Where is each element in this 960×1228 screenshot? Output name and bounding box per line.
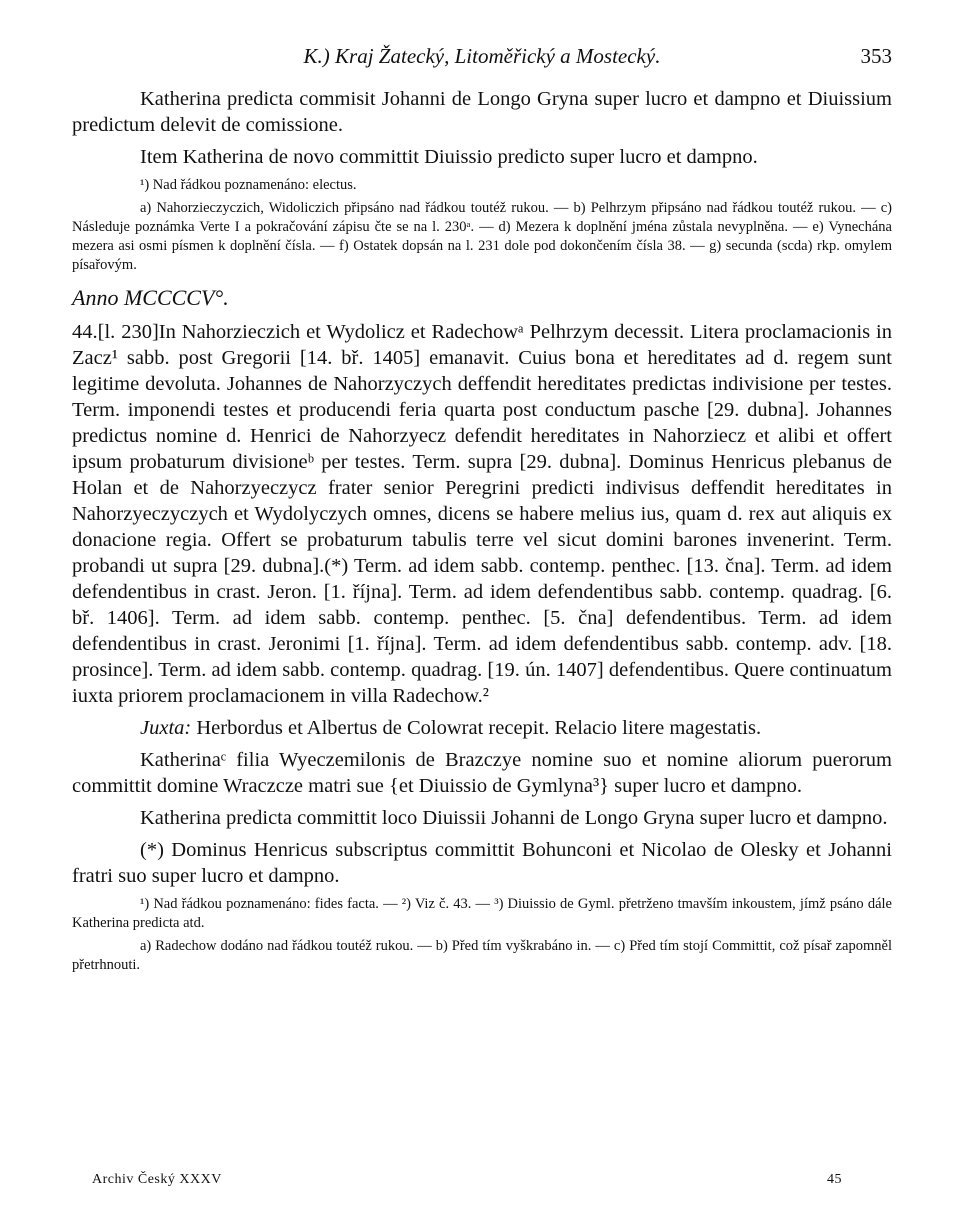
paragraph: (*) Dominus Henricus subscriptus committit Bohunconi et Nicolao de Olesky et Johanni fratri suo super lucro et dampno.	[72, 839, 892, 887]
footnote: ¹) Nad řádkou poznamenáno: fides facta. — ²) Viz č. 43. — ³) Diuissio de Gyml. přetrženo tmavším inkoustem, jímž psáno dále Katherina predicta atd.	[72, 896, 892, 931]
header-title: K.) Kraj Žatecký, Litoměřický a Mostecký.	[303, 44, 661, 68]
paragraph: Katherina predicta commisit Johanni de Longo Gryna super lucro et dampno et Diuissium predictum delevit de comissione.	[72, 88, 892, 136]
entry-number: 44.[l. 230]	[72, 321, 159, 343]
paragraph: Katherina predicta committit loco Diuissii Johanni de Longo Gryna super lucro et dampno.	[140, 807, 888, 829]
footnote: a) Nahorzieczyczich, Widoliczich připsáno nad řádkou toutéž rukou. — b) Pelhrzym připsáno nad řádkou toutéž rukou. — c) Následuje poznámka Verte I a pokračování zápisu čte se na l. 230ᵃ. — d) Mezera k doplnění jména zůstala nevyplněna. — e) Vynechána mezera asi osmi písmen k doplnění čísla. — f) Ostatek dopsán na l. 231 dole pod dokončením čísla 38. — g) secunda (scda) rkp. omylem písařovým.	[72, 200, 892, 273]
paragraph: Item Katherina de novo committit Diuissio predicto super lucro et dampno.	[140, 146, 758, 168]
footer-series: Archiv Český XXXV	[92, 1172, 222, 1187]
footnote: a) Radechow dodáno nad řádkou toutéž rukou. — b) Před tím vyškrabáno in. — c) Před tím stojí Committit, což písař zapomněl přetrhnouti.	[72, 938, 892, 973]
footer-signature: 45	[827, 1172, 842, 1187]
entry-44	[72, 319, 892, 709]
running-header	[72, 44, 892, 74]
entry-text: In Nahorzieczich et Wydolicz et Radechowᵃ Pelhrzym decessit. Litera proclamacionis in Zacz¹ sabb. post Gregorii [14. bř. 1405] emanavit. Cuius bona et hereditates ad d. regem sunt legitime devoluta. Johannes de Nahorzyczych deffendit hereditates predictas indivisione per testes. Term. imponendi testes et producendi feria quarta post conductum pasche [29. dubna]. Johannes predictus nomine d. Henrici de Nahorzyecz defendit hereditates in Nahorziecz et alibi et offert ipsum probaturum divisioneᵇ per testes. Term. supra [29. dubna]. Dominus Henricus plebanus de Holan et de Nahorzyeczycz frater senior Peregrini predicti indivisus deffendit hereditates in Nahorzyeczyczych et Wydolyczych omnes, dicens se habere melius ius, quam d. rex aut aliquis ex donacione regia. Offert se probaturum tabulis terre vel sicut domini barones invenerint. Term. probandi ut supra [29. dubna].(*) Term. ad idem sabb. contemp. penthec. [13. čna]. Term. ad idem defendentibus in crast. Jeron. [1. října]. Term. ad idem defendentibus sabb. contemp. quadrag. [6. bř. 1406]. Term. ad idem sabb. contemp. penthec. [5. čna] defendentibus. Term. ad idem defendentibus in crast. Jeronimi [1. října]. Term. ad idem defendentibus sabb. contemp. adv. [18. prosince]. Term. ad idem sabb. contemp. quadrag. [19. ún. 1407] defendentibus. Quere continuatum iuxta priorem proclamacionem in villa Radechow.²	[72, 321, 892, 707]
juxta-paragraph	[72, 715, 892, 741]
main-text	[72, 86, 892, 979]
paragraph: Katherinaᶜ filia Wyeczemilonis de Brazczye nomine suo et nomine aliorum puerorum committit domine Wraczcze matri sue {et Diuissio de Gymlyna³} super lucro et dampno.	[72, 749, 892, 797]
year-heading: Anno MCCCCV°.	[72, 285, 229, 310]
footnote: ¹) Nad řádkou poznamenáno: electus.	[140, 177, 357, 193]
page-number: 353	[860, 44, 892, 68]
juxta-text: Herbordus et Albertus de Colowrat recepit. Relacio litere magestatis.	[191, 717, 762, 739]
juxta-label: Juxta:	[140, 717, 192, 739]
